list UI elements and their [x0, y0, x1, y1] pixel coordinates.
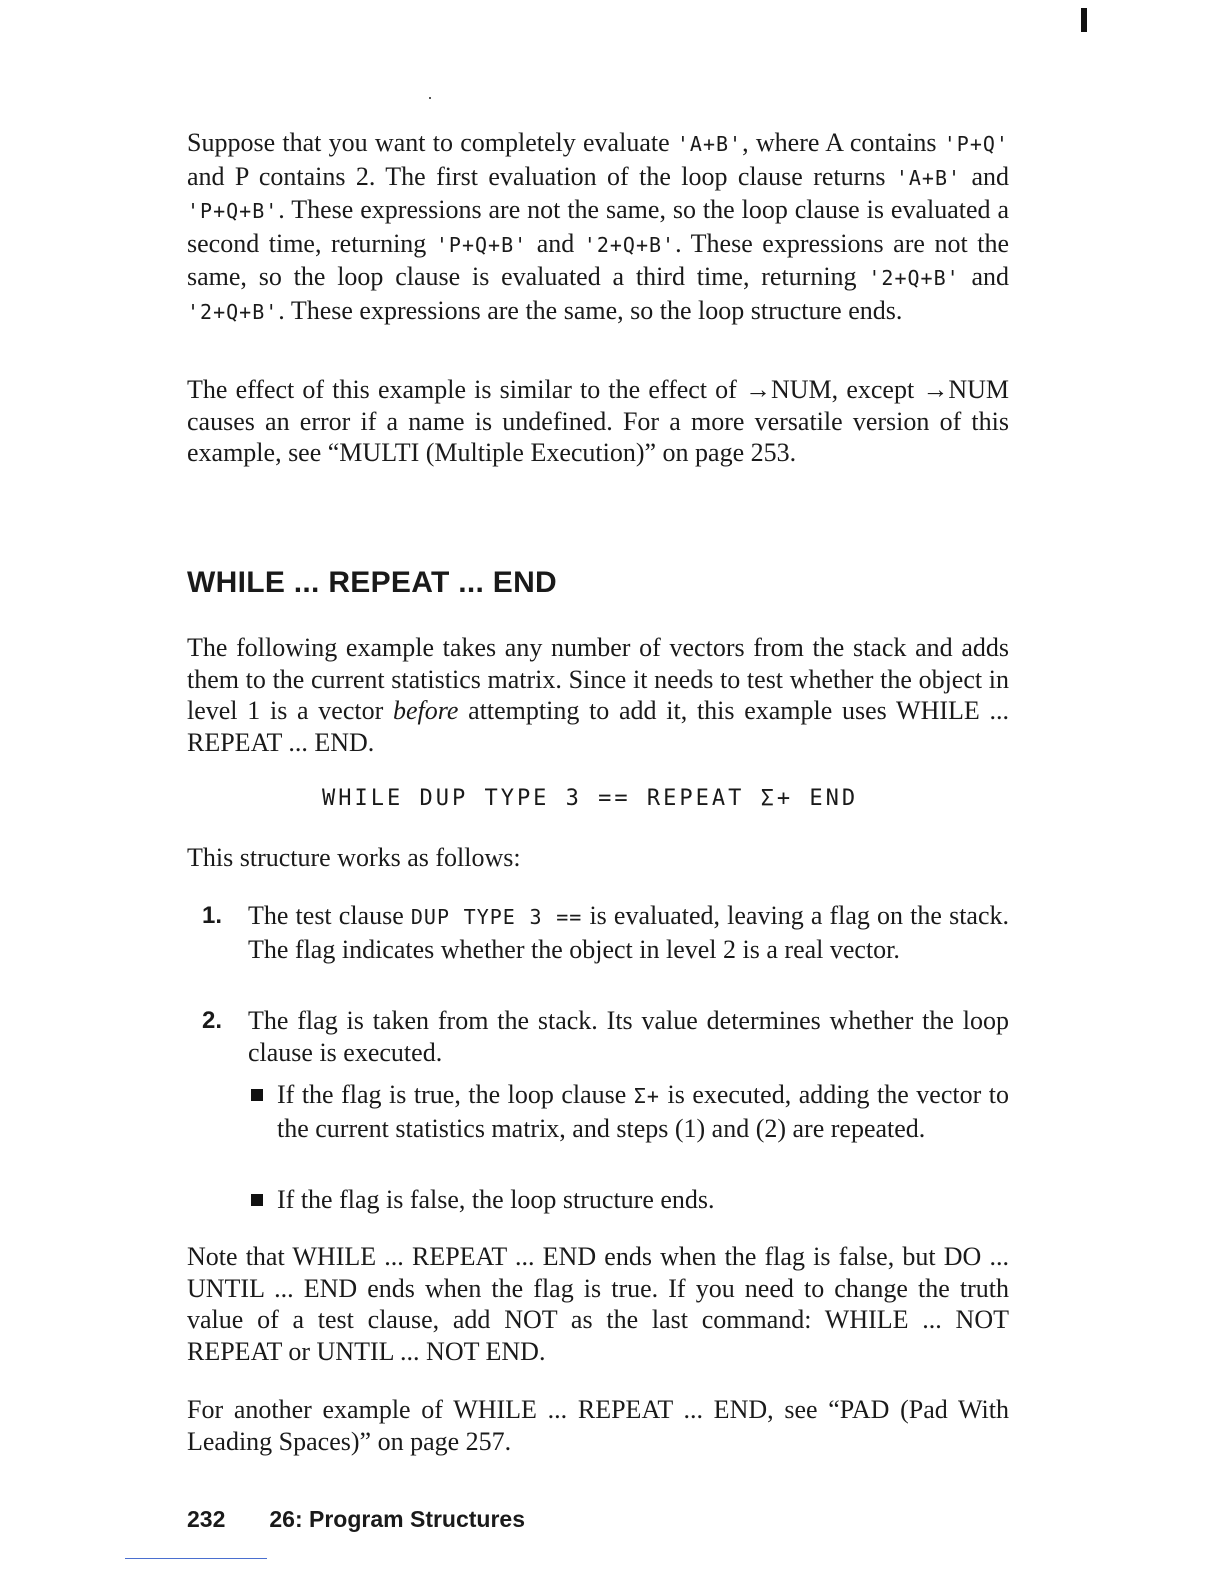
paragraph-structure-intro: This structure works as follows:: [187, 843, 521, 872]
paragraph-see-also: For another example of WHILE ... REPEAT ... END, see “PAD (Pad With Leading Spaces)” on page 257.: [187, 1395, 1009, 1456]
list-item-flag-true: If the flag is true, the loop clause Σ+ is executed, adding the vector to the current statistics matrix, and steps (1) and (2) are repeated.: [247, 1079, 1009, 1144]
paragraph-num-comparison: The effect of this example is similar to the effect of →NUM, except →NUM causes an error if a name is undefined. For a more versatile version of this example, see “MULTI (Multiple Execution)” on page 253.: [187, 375, 1009, 468]
code-example: WHILE DUP TYPE 3 == REPEAT Σ+ END: [322, 786, 859, 811]
list-item-flag-false: If the flag is false, the loop structure ends.: [247, 1184, 1009, 1216]
chapter-title: 26: Program Structures: [269, 1506, 526, 1532]
code-sigma-plus: Σ+: [633, 1084, 660, 1108]
step-number: 1.: [202, 902, 223, 929]
list-item-step-2: 2. The flag is taken from the stack. Its value determines whether the loop clause is executed.: [202, 1006, 1009, 1067]
bullet-square-icon: [251, 1194, 263, 1206]
margin-bar: [1081, 8, 1087, 32]
paragraph-while-intro: The following example takes any number of vectors from the stack and adds them to the current statistics matrix. Since it needs to test whether the object in level 1 is a vector before attempting to add it, this example uses WHILE ... REPEAT ... END.: [187, 633, 1009, 757]
bullet-square-icon: [251, 1089, 263, 1101]
page-footer: [187, 1506, 525, 1533]
footer-rule: [125, 1558, 267, 1559]
list-item-step-1: 1. The test clause DUP TYPE 3 == is evaluated, leaving a flag on the stack. The flag indicates whether the object in level 2 is a real vector.: [202, 901, 1009, 964]
code-test-clause: DUP TYPE 3 ==: [410, 905, 583, 929]
paragraph-evaluation-example: Suppose that you want to completely evaluate 'A+B', where A contains 'P+Q' and P contains 2. The first evaluation of the loop clause returns 'A+B' and 'P+Q+B'. These expressions are not the same, so the loop clause is evaluated a second time, returning 'P+Q+B' and '2+Q+B'. These expressions are not the same, so the loop clause is evaluated a third time, returning '2+Q+B' and '2+Q+B'. These expressions are the same, so the loop structure ends.: [187, 128, 1009, 325]
section-heading: WHILE ... REPEAT ... END: [187, 566, 557, 599]
code-p-plus-q: 'P+Q': [943, 132, 1009, 156]
emphasis-before: before: [392, 696, 459, 726]
speck: [429, 97, 431, 99]
paragraph-note: Note that WHILE ... REPEAT ... END ends when the flag is false, but DO ... UNTIL ... END ends when the flag is true. If you need to change the truth value of a test clause, add NOT as the last command: WHILE ... NOT REPEAT or UNTIL ... NOT END.: [187, 1242, 1009, 1366]
page-number: 232: [187, 1506, 226, 1532]
step-number: 2.: [202, 1007, 223, 1034]
code-a-plus-b: 'A+B': [676, 132, 743, 156]
